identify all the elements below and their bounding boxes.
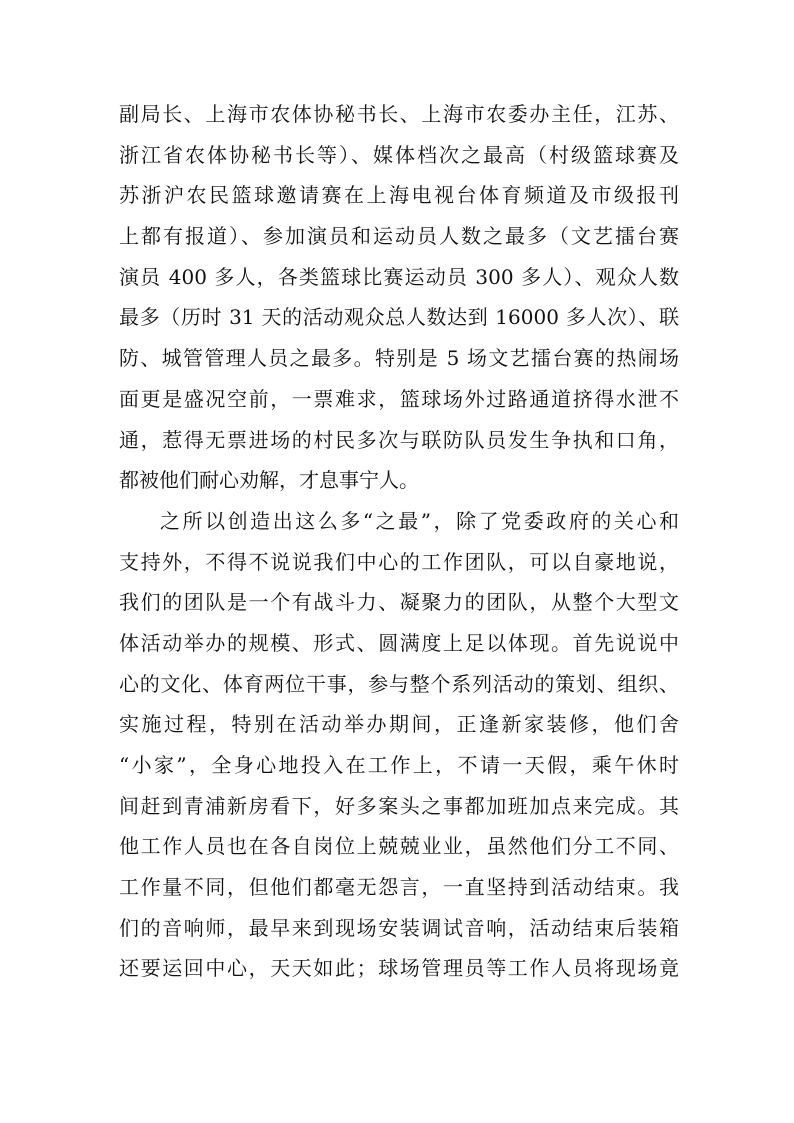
text-line: 我们的团队是一个有战斗力、凝聚力的团队，从整个大型文	[119, 590, 679, 615]
text-line: 防、城管管理人员之最多。特别是 5 场文艺擂台赛的热闹场	[119, 346, 679, 371]
text-line: 浙江省农体协秘书长等）、媒体档次之最高（村级篮球赛及	[119, 142, 679, 167]
text-line: 们的音响师，最早来到现场安装调试音响，活动结束后装箱	[119, 915, 679, 940]
text-line: 体活动举办的规模、形式、圆满度上足以体现。首先说说中	[119, 630, 679, 655]
text-line: 上都有报道）、参加演员和运动员人数之最多（文艺擂台赛	[119, 224, 679, 249]
text-line: 最多（历时 31 天的活动观众总人数达到 16000 多人次）、联	[119, 305, 679, 330]
text-line: 工作量不同，但他们都毫无怨言，一直坚持到活动结束。我	[119, 875, 679, 900]
text-line: 心的文化、体育两位干事，参与整个系列活动的策划、组织、	[119, 671, 679, 696]
text-line: “小家”，全身心地投入在工作上，不请一天假，乘午休时	[119, 753, 679, 777]
text-line: 实施过程，特别在活动举办期间，正逢新家装修，他们舍	[119, 712, 679, 737]
text-line: 他工作人员也在各自岗位上兢兢业业，虽然他们分工不同、	[119, 834, 679, 859]
text-line: 演员 400 多人，各类篮球比赛运动员 300 多人）、观众人数	[119, 264, 679, 289]
text-line: 通，惹得无票进场的村民多次与联防队员发生争执和口角，	[119, 427, 679, 452]
text-line: 都被他们耐心劝解，才息事宁人。	[119, 468, 419, 493]
text-line: 还要运回中心，天天如此；球场管理员等工作人员将现场竟	[119, 956, 679, 981]
text-line: 间赶到青浦新房看下，好多案头之事都加班加点来完成。其	[119, 793, 679, 818]
body-text	[119, 94, 679, 989]
text-line: 苏浙沪农民篮球邀请赛在上海电视台体育频道及市级报刊	[119, 183, 679, 208]
text-line: 支持外，不得不说说我们中心的工作团队，可以自豪地说，	[119, 549, 679, 574]
text-line: 面更是盛况空前，一票难求，篮球场外过路通道挤得水泄不	[119, 386, 679, 411]
paragraph-first-line: 之所以创造出这么多“之最”，除了党委政府的关心和	[160, 508, 679, 533]
text-line: 副局长、上海市农体协秘书长、上海市农委办主任，江苏、	[119, 102, 679, 126]
